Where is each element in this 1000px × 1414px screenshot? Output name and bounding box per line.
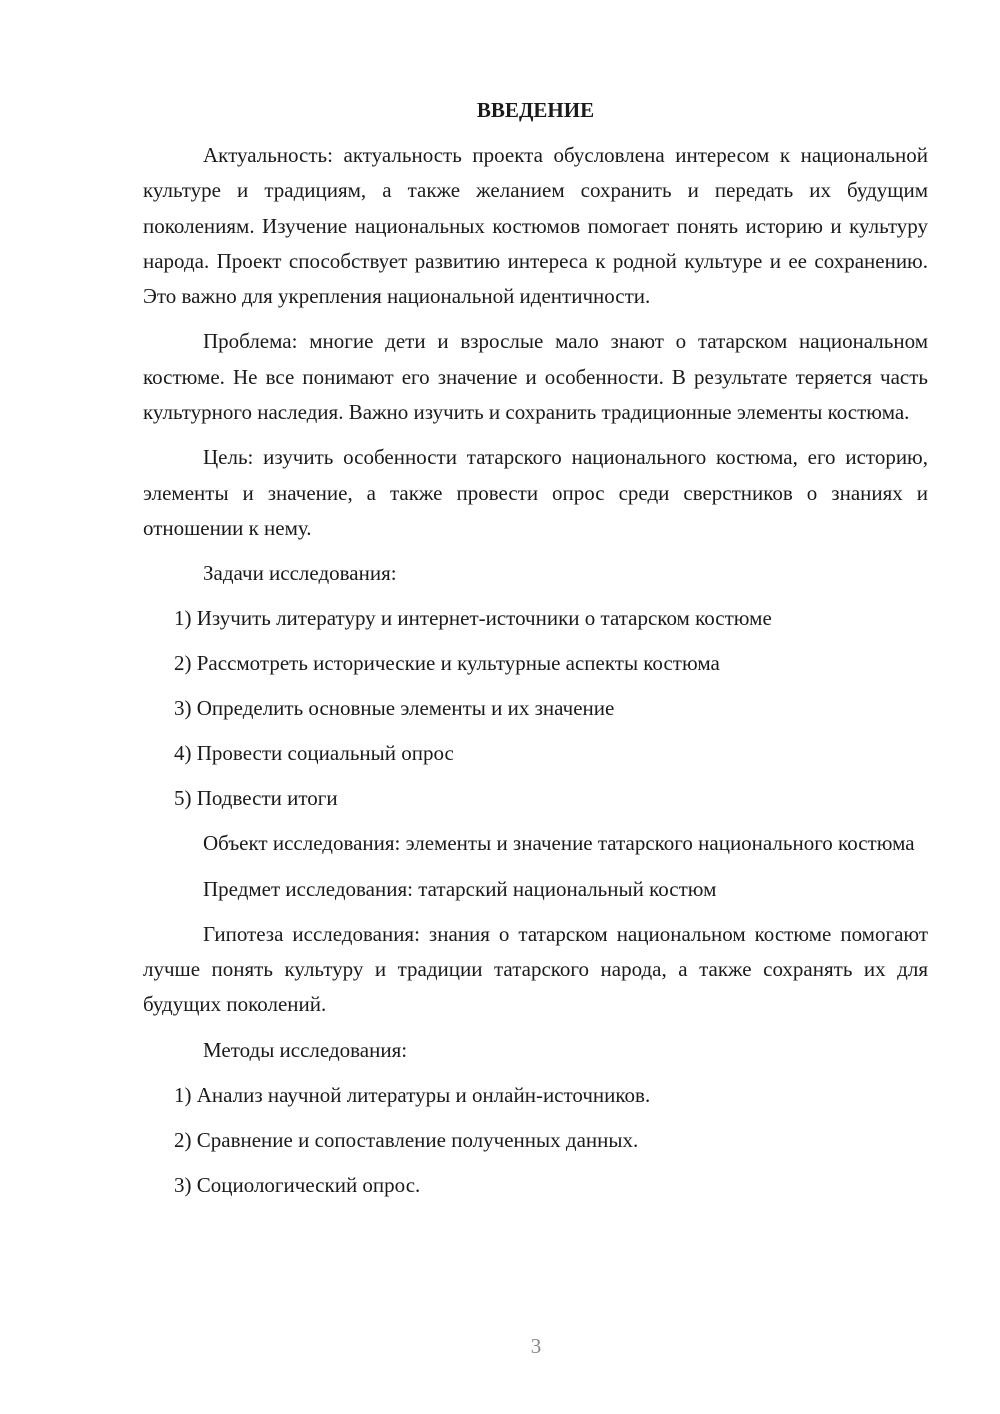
method-item: 1) Анализ научной литературы и онлайн-источников. — [174, 1082, 651, 1107]
hypothesis-paragraph: Гипотеза исследования: знания о татарском национальном костюме помогают лучше понять культуру и традиции татарского народа, а также сохранять их для будущих поколений. — [143, 921, 928, 1017]
task-item: 2) Рассмотреть исторические и культурные аспекты костюма — [174, 651, 720, 676]
methods-list — [143, 1078, 928, 1203]
task-item: 1) Изучить литературу и интернет-источники о татарском костюме — [174, 606, 772, 631]
methods-label: Методы исследования: — [203, 1037, 408, 1062]
page-number: 3 — [530, 1334, 542, 1358]
goal-paragraph: Цель: изучить особенности татарского национального костюма, его историю, элементы и значение, а также провести опрос среди сверстников о знаниях и отношении к нему. — [143, 445, 928, 540]
page-content — [143, 93, 928, 1213]
relevance-paragraph: Актуальность: актуальность проекта обусловлена интересом к национальной культуре и традициям, а также желанием сохранить и передать их будущим поколениям. Изучение национальных костюмов помогает понять историю и культуру народа. Проект способствует развитию интереса к родной культуре и ее сохранению. Это важно для укрепления национальной идентичности. — [143, 143, 928, 309]
subject-paragraph: Предмет исследования: татарский национальный костюм — [203, 876, 717, 901]
method-item: 3) Социологический опрос. — [174, 1172, 421, 1197]
task-item: 3) Определить основные элементы и их значение — [174, 696, 615, 721]
object-paragraph: Объект исследования: элементы и значение татарского национального костюма — [203, 831, 915, 856]
task-item: 5) Подвести итоги — [174, 786, 338, 811]
method-item: 2) Сравнение и сопоставление полученных данных. — [174, 1127, 639, 1152]
section-title: ВВЕДЕНИЕ — [476, 98, 595, 122]
tasks-list — [143, 601, 928, 816]
problem-paragraph: Проблема: многие дети и взрослые мало знают о татарском национальном костюме. Не все понимают его значение и особенности. В результате теряется часть культурного наследия. Важно изучить и сохранить традиционные элементы костюма. — [143, 329, 928, 425]
task-item: 4) Провести социальный опрос — [174, 741, 454, 766]
tasks-label: Задачи исследования: — [203, 561, 397, 586]
